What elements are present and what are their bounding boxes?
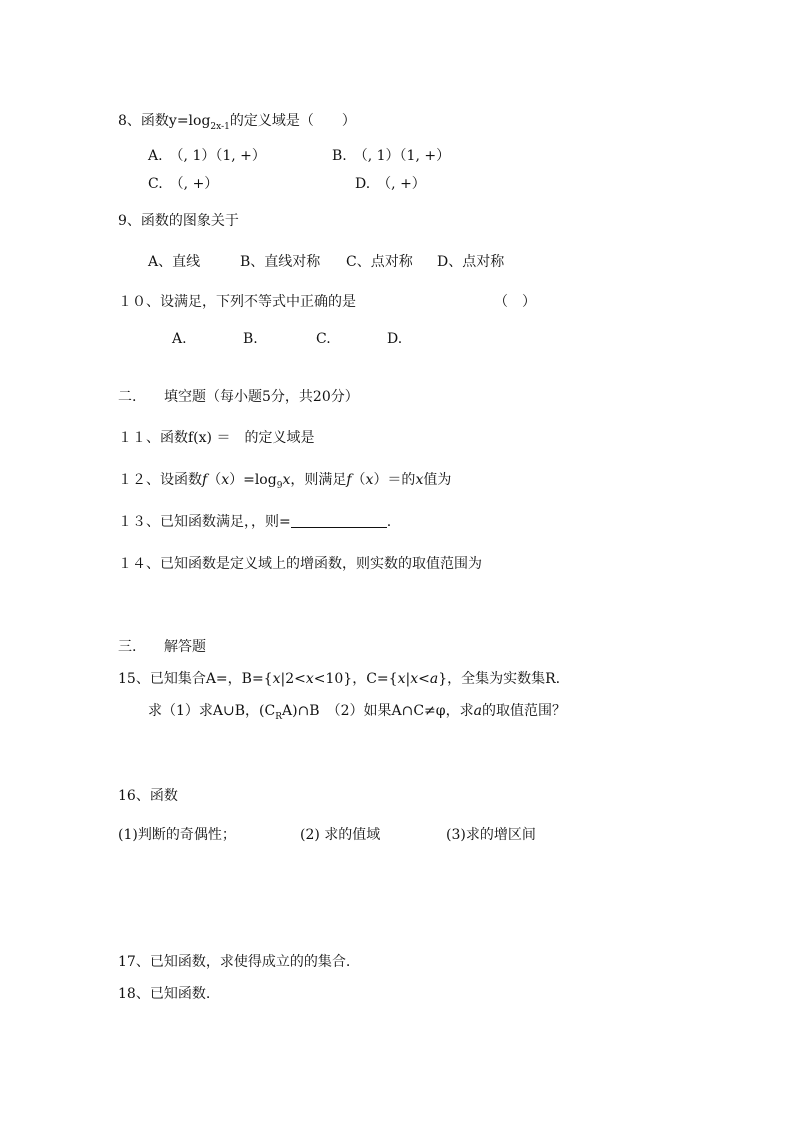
question-15-line-1 xyxy=(118,670,560,688)
question-12-subscript: 9 xyxy=(276,481,283,491)
question-12-text: １２、设函数 xyxy=(118,472,202,488)
question-12-x: x xyxy=(365,472,374,488)
question-15-a: a xyxy=(473,703,482,719)
question-12-text: （ xyxy=(351,472,366,488)
question-8-subscript: 2x-1 xyxy=(210,122,230,132)
section-3-title: 解答题 xyxy=(164,639,206,655)
question-8-text: 8、函数y=log xyxy=(118,113,211,129)
question-12-x: x xyxy=(221,472,230,488)
question-14: １４、已知函数是定义域上的增函数，则实数的取值范围为 xyxy=(118,556,482,572)
question-13-period: . xyxy=(386,514,392,530)
question-12-text: ）＝的 xyxy=(373,472,416,488)
question-15-a: a xyxy=(429,671,439,687)
question-16-part-1: (1)判断的奇偶性； xyxy=(118,827,236,843)
question-10-option-a: A. xyxy=(172,331,187,347)
question-12-f: f xyxy=(346,472,352,488)
question-9-option-b: B、直线对称 xyxy=(240,254,321,270)
question-10-option-d: D. xyxy=(387,331,403,347)
question-15-text: 15、已知集合A=，B={ xyxy=(118,671,273,687)
question-8-option-c: C. （, +） xyxy=(148,176,219,192)
section-2-number: 二. xyxy=(118,389,137,405)
question-15-text: A)∩B （2）如果A∩C≠φ，求 xyxy=(282,703,474,719)
question-12-x: x xyxy=(415,472,424,488)
question-13-answer-blank[interactable] xyxy=(291,513,387,528)
question-15-x: x xyxy=(397,671,406,687)
question-13-text: １３、已知函数满足，，则= xyxy=(118,514,291,530)
question-12-text: 值为 xyxy=(423,472,452,488)
question-15-text: < xyxy=(418,671,430,687)
question-10: １０、设满足，下列不等式中正确的是 xyxy=(118,294,356,310)
question-15-text: 求（1）求A∪B，(C xyxy=(148,703,276,719)
section-2-title: 填空题（每小题5分，共20分） xyxy=(164,389,359,405)
question-15-line-2 xyxy=(148,702,566,722)
question-15-x: x xyxy=(305,671,314,687)
question-9-option-a: A、直线 xyxy=(148,254,201,270)
question-13 xyxy=(118,513,391,531)
question-15-text: | xyxy=(405,671,411,687)
question-15-text: |2< xyxy=(280,671,306,687)
question-8 xyxy=(118,112,356,132)
question-8-text-end: 的定义域是（ ） xyxy=(229,113,356,129)
question-15-text: 的取值范围？ xyxy=(481,703,566,719)
question-16-part-3: (3)求的增区间 xyxy=(446,827,536,843)
question-8-option-a: A. （, 1）（1, +） xyxy=(148,148,266,164)
question-12-f: f xyxy=(202,472,208,488)
question-15-subscript: R xyxy=(275,712,282,722)
section-3-number: 三. xyxy=(118,639,137,655)
question-8-option-d: D. （, +） xyxy=(355,176,426,192)
question-10-option-b: B. xyxy=(243,331,258,347)
question-9-option-d: D、点对称 xyxy=(437,254,505,270)
question-15-text: }，全集为实数集R. xyxy=(438,671,561,687)
question-16-title: 16、函数 xyxy=(118,788,178,804)
question-11: １１、函数f(x) ＝ 的定义域是 xyxy=(118,430,315,446)
question-10-answer-paren: （ ） xyxy=(494,294,536,310)
question-12 xyxy=(118,471,451,491)
question-15-text: <10}，C={ xyxy=(313,671,398,687)
question-10-option-c: C. xyxy=(316,331,331,347)
question-16-part-2: (2) 求的值域 xyxy=(300,827,381,843)
question-9-option-c: C、点对称 xyxy=(346,254,413,270)
question-12-x: x xyxy=(282,472,291,488)
question-12-text: ）=log xyxy=(229,472,277,488)
question-9: 9、函数的图象关于 xyxy=(118,213,239,229)
question-8-option-b: B. （, 1）（1, +） xyxy=(332,148,451,164)
question-18: 18、已知函数. xyxy=(118,986,211,1002)
question-12-text: （ xyxy=(207,472,222,488)
question-12-text: ，则满足 xyxy=(290,472,347,488)
question-15-x: x xyxy=(272,671,281,687)
question-15-x: x xyxy=(410,671,419,687)
question-17: 17、已知函数，求使得成立的的集合. xyxy=(118,954,351,970)
